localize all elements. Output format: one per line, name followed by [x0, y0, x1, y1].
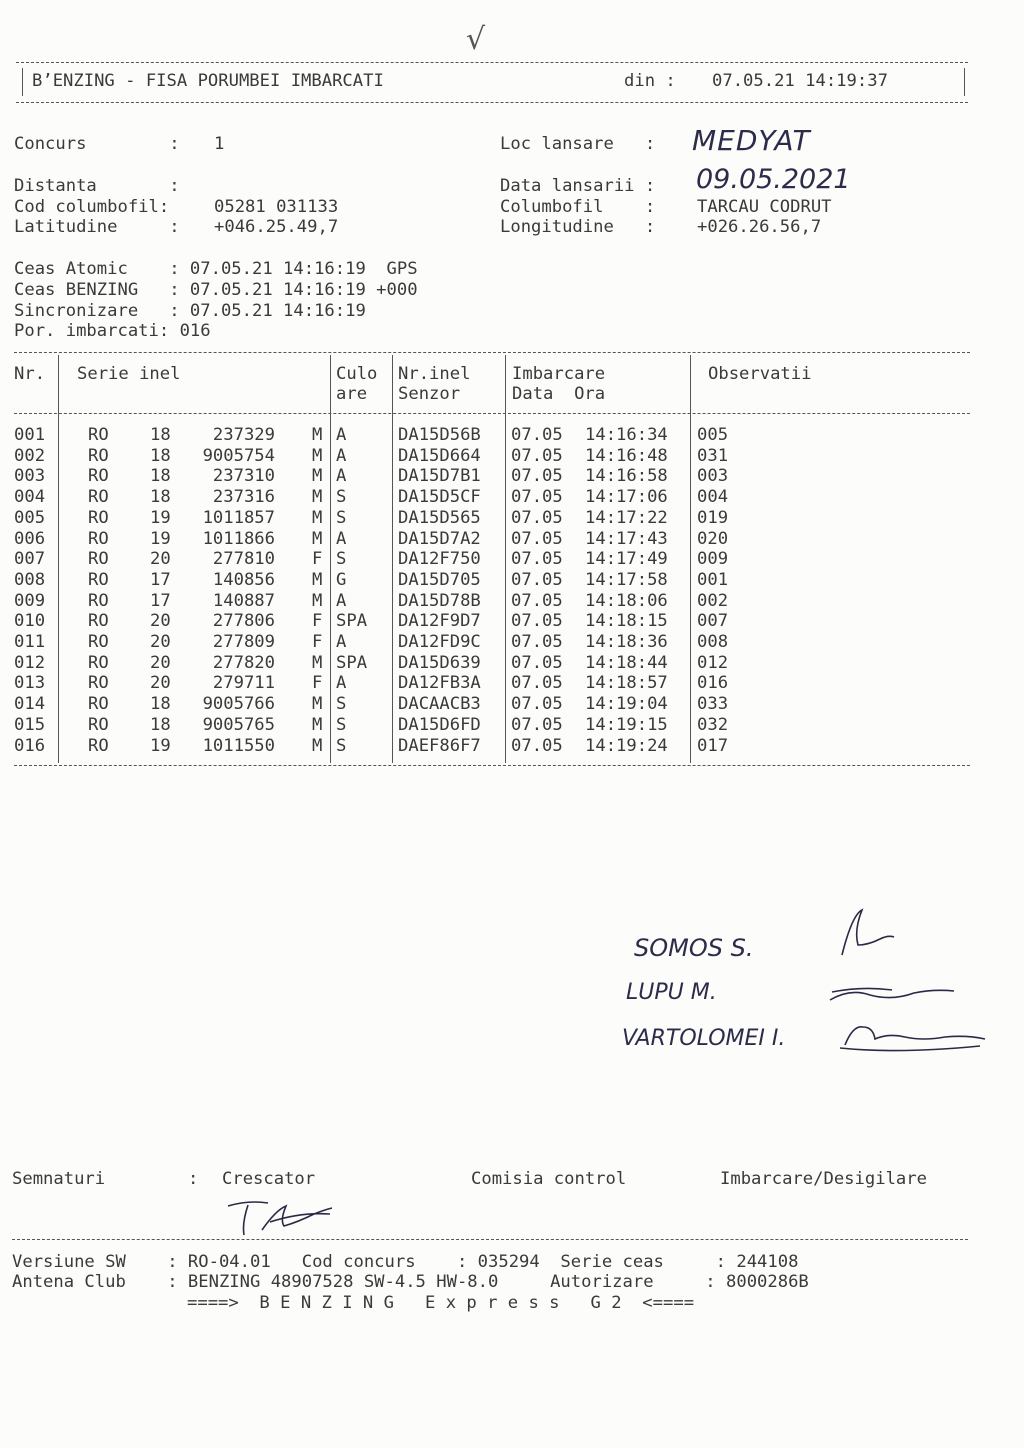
ceas-benzing: Ceas BENZING : 07.05.21 14:16:19 +000	[14, 280, 418, 300]
row-sex: F	[312, 632, 323, 652]
col-header-culoare: Culo	[336, 364, 378, 384]
columbofil-value: TARCAU CODRUT	[697, 197, 832, 217]
longitudine-value: +026.26.56,7	[697, 217, 822, 237]
row-year: 17	[150, 590, 171, 611]
check-mark: √	[466, 22, 486, 57]
row-color: A	[336, 445, 347, 466]
col-header-serie: Serie inel	[77, 364, 181, 384]
row-obs: 002	[697, 590, 729, 611]
row-nr: 016	[14, 735, 46, 756]
row-obs: 009	[697, 549, 729, 570]
row-color: A	[336, 466, 347, 487]
row-nr: 013	[14, 673, 46, 694]
row-sex: M	[312, 466, 323, 487]
comisia-control-label: Comisia control	[471, 1169, 627, 1189]
row-year: 20	[150, 652, 171, 673]
ceas-atomic: Ceas Atomic : 07.05.21 14:16:19 GPS	[14, 259, 418, 279]
row-time: 14:19:15	[585, 714, 668, 735]
row-nr: 005	[14, 507, 46, 528]
semnaturi-colon: :	[188, 1169, 199, 1189]
row-time: 14:16:58	[585, 466, 668, 487]
row-year: 20	[150, 632, 171, 652]
row-nr: 006	[14, 528, 46, 549]
row-color: S	[336, 694, 347, 715]
row-color: A	[336, 673, 347, 694]
row-sex: M	[312, 425, 323, 445]
row-ring: 237329	[212, 425, 275, 445]
row-date: 07.05	[511, 714, 563, 735]
row-time: 14:18:36	[585, 632, 668, 652]
row-date: 07.05	[511, 611, 563, 632]
row-country: RO	[88, 445, 109, 466]
row-year: 18	[150, 487, 171, 508]
row-time: 14:18:06	[585, 590, 668, 611]
row-sensor: DA15D7A2	[398, 528, 481, 549]
row-ring: 9005754	[202, 445, 275, 466]
row-color: A	[336, 632, 347, 652]
row-sex: M	[312, 652, 323, 673]
row-time: 14:16:34	[585, 425, 668, 445]
row-ring: 237310	[212, 466, 275, 487]
row-year: 20	[150, 549, 171, 570]
row-date: 07.05	[511, 528, 563, 549]
longitudine-label: Longitudine :	[500, 217, 656, 237]
row-country: RO	[88, 425, 109, 445]
row-sex: M	[312, 445, 323, 466]
row-obs: 007	[697, 611, 729, 632]
row-obs: 003	[697, 466, 729, 487]
row-color: SPA	[336, 652, 368, 673]
row-sex: M	[312, 590, 323, 611]
row-color: A	[336, 425, 347, 445]
row-ring: 140856	[212, 569, 275, 590]
row-obs: 031	[697, 445, 729, 466]
data-lansarii-label: Data lansarii :	[500, 176, 656, 196]
row-nr: 009	[14, 590, 46, 611]
row-sensor: DA15D705	[398, 569, 481, 590]
row-date: 07.05	[511, 445, 563, 466]
col-header-data-ora: Data Ora	[512, 384, 606, 404]
row-country: RO	[88, 507, 109, 528]
semnaturi-label: Semnaturi	[12, 1169, 106, 1189]
row-ring: 277809	[212, 632, 275, 652]
row-year: 18	[150, 714, 171, 735]
row-obs: 005	[697, 425, 729, 445]
row-sensor: DACAACB3	[398, 694, 481, 715]
row-country: RO	[88, 487, 109, 508]
row-obs: 019	[697, 507, 729, 528]
row-sensor: DA15D664	[398, 445, 481, 466]
row-time: 14:17:43	[585, 528, 668, 549]
row-date: 07.05	[511, 694, 563, 715]
row-time: 14:17:06	[585, 487, 668, 508]
row-country: RO	[88, 673, 109, 694]
col-header-imbarcare: Imbarcare	[512, 364, 606, 384]
concurs-value: 1	[214, 134, 225, 154]
row-ring: 1011857	[202, 507, 275, 528]
row-sensor: DA15D6FD	[398, 714, 481, 735]
row-ring: 277820	[212, 652, 275, 673]
loc-lansare-label: Loc lansare :	[500, 134, 656, 154]
col-header-senzor: Senzor	[398, 384, 461, 404]
row-sex: F	[312, 673, 323, 694]
row-date: 07.05	[511, 652, 563, 673]
row-ring: 1011550	[202, 735, 275, 756]
row-year: 18	[150, 445, 171, 466]
row-nr: 012	[14, 652, 46, 673]
row-sex: F	[312, 549, 323, 570]
row-ring: 140887	[212, 590, 275, 611]
row-year: 19	[150, 507, 171, 528]
row-country: RO	[88, 735, 109, 756]
row-ring: 237316	[212, 487, 275, 508]
sincronizare: Sincronizare : 07.05.21 14:16:19	[14, 301, 366, 321]
row-obs: 017	[697, 735, 729, 756]
row-sensor: DA15D565	[398, 507, 481, 528]
row-color: G	[336, 569, 347, 590]
latitudine-label: Latitudine :	[14, 217, 180, 237]
row-sensor: DA15D5CF	[398, 487, 481, 508]
row-sensor: DA12F750	[398, 549, 481, 570]
row-sensor: DA12FB3A	[398, 673, 481, 694]
footer-line-2: Antena Club : BENZING 48907528 SW-4.5 HW-8.0 Autorizare : 8000286B	[12, 1272, 809, 1292]
distanta-label: Distanta :	[14, 176, 180, 196]
row-year: 20	[150, 673, 171, 694]
row-year: 17	[150, 569, 171, 590]
row-color: S	[336, 735, 347, 756]
columbofil-label: Columbofil :	[500, 197, 656, 217]
col-header-observatii: Observatii	[708, 364, 812, 384]
footer-line-1: Versiune SW : RO-04.01 Cod concurs : 035294 Serie ceas : 244108	[12, 1252, 799, 1272]
row-country: RO	[88, 466, 109, 487]
row-nr: 004	[14, 487, 46, 508]
row-nr: 010	[14, 611, 46, 632]
row-color: S	[336, 714, 347, 735]
row-time: 14:16:48	[585, 445, 668, 466]
row-nr: 014	[14, 694, 46, 715]
row-time: 14:19:04	[585, 694, 668, 715]
row-year: 18	[150, 425, 171, 445]
row-obs: 020	[697, 528, 729, 549]
row-sensor: DAEF86F7	[398, 735, 481, 756]
row-obs: 033	[697, 694, 729, 715]
row-time: 14:17:49	[585, 549, 668, 570]
row-sensor: DA15D56B	[398, 425, 481, 445]
row-sensor: DA12FD9C	[398, 632, 481, 652]
signature-scribble-1	[842, 910, 894, 955]
row-sensor: DA15D78B	[398, 590, 481, 611]
footer-divider	[12, 1239, 968, 1240]
crescator-label: Crescator	[222, 1169, 316, 1189]
row-year: 19	[150, 528, 171, 549]
row-nr: 011	[14, 632, 46, 652]
row-time: 14:17:58	[585, 569, 668, 590]
row-sex: M	[312, 507, 323, 528]
row-date: 07.05	[511, 735, 563, 756]
row-obs: 032	[697, 714, 729, 735]
row-nr: 002	[14, 445, 46, 466]
row-sex: M	[312, 714, 323, 735]
din-value: 07.05.21 14:19:37	[712, 71, 888, 91]
din-label: din :	[624, 71, 676, 91]
row-date: 07.05	[511, 466, 563, 487]
row-color: A	[336, 590, 347, 611]
row-obs: 001	[697, 569, 729, 590]
row-time: 14:19:24	[585, 735, 668, 756]
data-lansarii-value: 09.05.2021	[696, 164, 851, 195]
signature-name-2: LUPU M.	[626, 980, 717, 1005]
row-date: 07.05	[511, 590, 563, 611]
row-ring: 277810	[212, 549, 275, 570]
row-date: 07.05	[511, 425, 563, 445]
row-sex: M	[312, 487, 323, 508]
signature-scribble-3	[840, 1027, 985, 1051]
row-date: 07.05	[511, 507, 563, 528]
row-color: A	[336, 528, 347, 549]
row-obs: 016	[697, 673, 729, 694]
row-time: 14:17:22	[585, 507, 668, 528]
col-header-culoare-2: are	[336, 384, 368, 404]
imbarcare-desigilare-label: Imbarcare/Desigilare	[720, 1169, 927, 1189]
row-sex: F	[312, 611, 323, 632]
row-color: S	[336, 549, 347, 570]
row-ring: 9005765	[202, 714, 275, 735]
row-sex: M	[312, 694, 323, 715]
row-country: RO	[88, 714, 109, 735]
row-sensor: DA15D639	[398, 652, 481, 673]
row-sex: M	[312, 569, 323, 590]
row-obs: 012	[697, 652, 729, 673]
row-country: RO	[88, 569, 109, 590]
row-time: 14:18:44	[585, 652, 668, 673]
row-date: 07.05	[511, 487, 563, 508]
row-nr: 008	[14, 569, 46, 590]
row-time: 14:18:15	[585, 611, 668, 632]
footer-line-3: ====> B E N Z I N G E x p r e s s G 2 <====	[187, 1293, 695, 1313]
loc-lansare-value: MEDYAT	[692, 124, 811, 157]
row-date: 07.05	[511, 569, 563, 590]
row-ring: 1011866	[202, 528, 275, 549]
row-obs: 004	[697, 487, 729, 508]
row-year: 19	[150, 735, 171, 756]
signature-name-3: VARTOLOMEI I.	[622, 1026, 786, 1051]
row-country: RO	[88, 549, 109, 570]
row-nr: 015	[14, 714, 46, 735]
cod-columbofil-value: 05281 031133	[214, 197, 339, 217]
row-country: RO	[88, 632, 109, 652]
row-sex: M	[312, 528, 323, 549]
row-nr: 001	[14, 425, 46, 445]
row-country: RO	[88, 611, 109, 632]
signature-name-1: SOMOS S.	[634, 934, 754, 962]
row-sex: M	[312, 735, 323, 756]
row-ring: 277806	[212, 611, 275, 632]
latitudine-value: +046.25.49,7	[214, 217, 339, 237]
row-date: 07.05	[511, 549, 563, 570]
row-time: 14:18:57	[585, 673, 668, 694]
row-nr: 003	[14, 466, 46, 487]
document-title: B’ENZING - FISA PORUMBEI IMBARCATI	[32, 71, 384, 91]
row-color: S	[336, 487, 347, 508]
col-header-nr: Nr.	[14, 364, 46, 384]
row-obs: 008	[697, 632, 729, 652]
row-country: RO	[88, 528, 109, 549]
row-year: 20	[150, 611, 171, 632]
row-color: S	[336, 507, 347, 528]
row-ring: 279711	[212, 673, 275, 694]
porumbei-imbarcati: Por. imbarcati: 016	[14, 321, 211, 341]
signature-scribble-2	[830, 988, 954, 1000]
row-country: RO	[88, 590, 109, 611]
row-country: RO	[88, 652, 109, 673]
row-nr: 007	[14, 549, 46, 570]
signature-crescator	[228, 1202, 332, 1235]
row-sensor: DA15D7B1	[398, 466, 481, 487]
concurs-label: Concurs :	[14, 134, 180, 154]
row-date: 07.05	[511, 673, 563, 694]
row-sensor: DA12F9D7	[398, 611, 481, 632]
row-year: 18	[150, 694, 171, 715]
row-ring: 9005766	[202, 694, 275, 715]
row-color: SPA	[336, 611, 368, 632]
row-year: 18	[150, 466, 171, 487]
cod-columbofil-label: Cod columbofil:	[14, 197, 170, 217]
row-country: RO	[88, 694, 109, 715]
col-header-nr-inel: Nr.inel	[398, 364, 471, 384]
row-date: 07.05	[511, 632, 563, 652]
